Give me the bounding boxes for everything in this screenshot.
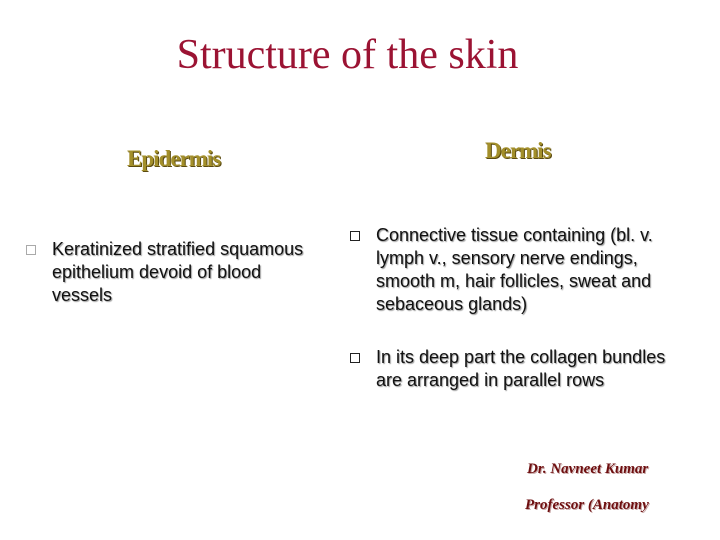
epidermis-description: Keratinized stratified squamous epithelium devoid of blood vessels [52, 239, 304, 305]
slide-title: Structure of the skin [176, 32, 519, 78]
dermis-description-1: Connective tissue containing (bl. v. lymph v., sensory nerve endings, smooth m, hair follicles, sweat and sebaceous glands) [376, 225, 653, 314]
dermis-bullet-2 [350, 346, 695, 392]
epidermis-heading: Epidermis [127, 146, 221, 171]
dermis-heading: Dermis [485, 138, 551, 163]
author-name: Dr. Navneet Kumar [527, 461, 649, 477]
author-title: Professor (Anatomy [525, 497, 649, 513]
square-bullet-icon [350, 353, 360, 363]
dermis-description-2: In its deep part the collagen bundles are arranged in parallel rows [376, 347, 666, 390]
square-bullet-icon [26, 245, 36, 255]
dermis-bullet-1 [350, 224, 695, 316]
epidermis-bullet [26, 238, 316, 307]
square-bullet-icon [350, 231, 360, 241]
